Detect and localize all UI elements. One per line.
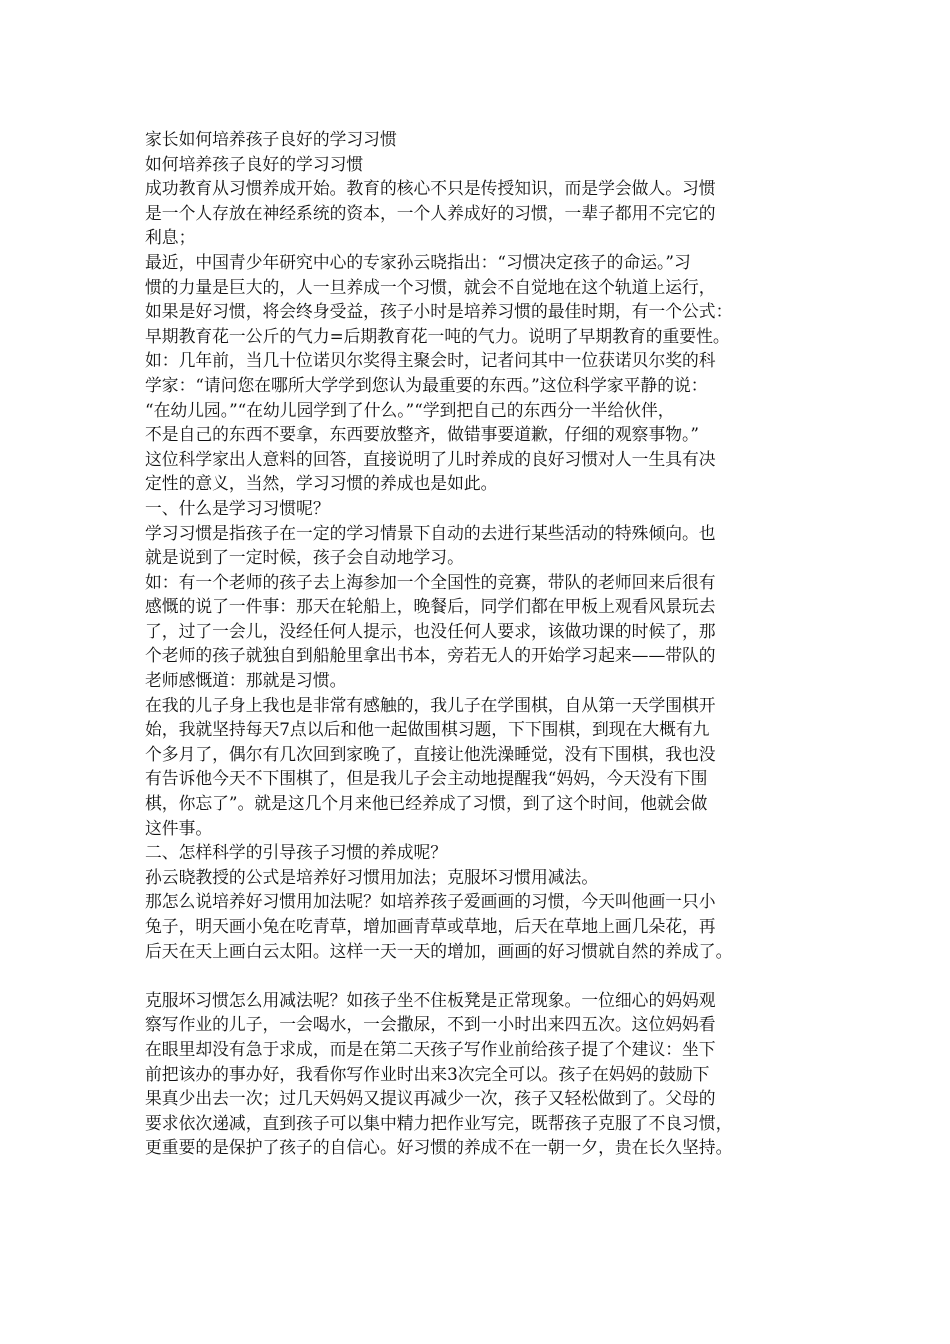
text-line: 个多月了，偶尔有几次回到家晚了，直接让他洗澡睡觉，没有下围棋，我也没 [145, 743, 716, 764]
text-line: 如果是好习惯，将会终身受益，孩子小时是培养习惯的最佳时期，有一个公式： [145, 301, 733, 322]
text-line: 就是说到了一定时候，孩子会自动地学习。 [145, 547, 464, 568]
text-line: 成功教育从习惯养成开始。教育的核心不只是传授知识，而是学会做人。习惯 [145, 178, 716, 199]
text-line: 学习习惯是指孩子在一定的学习情景下自动的去进行某些活动的特殊倾向。也 [145, 522, 716, 543]
text-line: 不是自己的东西不要拿，东西要放整齐，做错事要道歉，仔细的观察事物。” [145, 424, 699, 445]
text-line: 早期教育花一公斤的气力=后期教育花一吨的气力。说明了早期教育的重要性。 [145, 325, 730, 346]
text-line: 孙云晓教授的公式是培养好习惯用加法；克服坏习惯用减法。 [145, 866, 599, 887]
text-line: 这件事。 [145, 817, 213, 838]
text-line: 了，过了一会儿，没经任何人提示，也没任何人要求，该做功课的时候了，那 [145, 620, 716, 641]
text-line: 有告诉他今天不下围棋了，但是我儿子会主动地提醒我“妈妈，今天没有下围 [145, 768, 708, 789]
text-line: “在幼儿园。”“在幼儿园学到了什么。”“学到把自己的东西分一半给伙伴， [145, 399, 675, 420]
text-line: 一、什么是学习习惯呢？ [145, 497, 330, 518]
text-line: 二、怎样科学的引导孩子习惯的养成呢？ [145, 842, 448, 863]
text-line: 学家：“请问您在哪所大学学到您认为最重要的东西。”这位科学家平静的说： [145, 374, 708, 395]
text-line: 后天在天上画白云太阳。这样一天一天的增加，画画的好习惯就自然的养成了。 [145, 940, 733, 961]
text-line: 如：几年前，当几十位诺贝尔奖得主聚会时，记者问其中一位获诺贝尔奖的科 [145, 350, 716, 371]
text-line: 利息； [145, 227, 196, 248]
text-line: 最近，中国青少年研究中心的专家孙云晓指出：“习惯决定孩子的命运。”习 [145, 251, 691, 272]
text-line: 果真少出去一次；过几天妈妈又提议再减少一次，孩子又轻松做到了。父母的 [145, 1088, 716, 1109]
document-body [145, 127, 805, 1160]
text-line: 棋，你忘了”。就是这几个月来他已经养成了习惯，到了这个时间，他就会做 [145, 793, 708, 814]
document-subtitle: 如何培养孩子良好的学习习惯 [145, 153, 364, 174]
text-line: 是一个人存放在神经系统的资本，一个人养成好的习惯，一辈子都用不完它的 [145, 202, 716, 223]
text-line: 老师感慨道：那就是习惯。 [145, 670, 347, 691]
blank-line [145, 963, 805, 988]
text-line: 在眼里却没有急于求成，而是在第二天孩子写作业前给孩子提了个建议：坐下 [145, 1038, 716, 1059]
text-line: 始，我就坚持每天7点以后和他一起做围棋习题，下下围棋，到现在大概有九 [145, 719, 710, 740]
text-line: 那怎么说培养好习惯用加法呢？如培养孩子爱画画的习惯，今天叫他画一只小 [145, 891, 716, 912]
text-line: 个老师的孩子就独自到船舱里拿出书本，旁若无人的开始学习起来——带队的 [145, 645, 716, 666]
text-line: 要求依次递减，直到孩子可以集中精力把作业写完，既帮孩子克服了不良习惯， [145, 1112, 733, 1133]
text-line: 察写作业的儿子，一会喝水，一会撒尿，不到一小时出来四五次。这位妈妈看 [145, 1014, 716, 1035]
text-line: 感慨的说了一件事：那天在轮船上，晚餐后，同学们都在甲板上观看风景玩去 [145, 596, 716, 617]
text-line: 定性的意义，当然，学习习惯的养成也是如此。 [145, 473, 498, 494]
text-line: 兔子，明天画小兔在吃青草，增加画青草或草地，后天在草地上画几朵花，再 [145, 916, 716, 936]
text-line: 更重要的是保护了孩子的自信心。好习惯的养成不在一朝一夕，贵在长久坚持。 [145, 1137, 733, 1158]
text-line: 这位科学家出人意料的回答，直接说明了儿时养成的良好习惯对人一生具有决 [145, 448, 716, 469]
document-title: 家长如何培养孩子良好的学习习惯 [145, 129, 397, 149]
paragraph-block [145, 988, 805, 1160]
text-line: 惯的力量是巨大的，人一旦养成一个习惯，就会不自觉地在这个轨道上运行， [145, 276, 716, 297]
paragraph-block [145, 176, 805, 963]
text-line: 在我的儿子身上我也是非常有感触的，我儿子在学围棋，自从第一天学围棋开 [145, 694, 716, 715]
text-line: 前把该办的事办好，我看你写作业时出来3次完全可以。孩子在妈妈的鼓励下 [145, 1063, 710, 1084]
text-line: 克服坏习惯怎么用减法呢？如孩子坐不住板凳是正常现象。一位细心的妈妈观 [145, 989, 716, 1010]
text-line: 如：有一个老师的孩子去上海参加一个全国性的竞赛，带队的老师回来后很有 [145, 571, 716, 592]
